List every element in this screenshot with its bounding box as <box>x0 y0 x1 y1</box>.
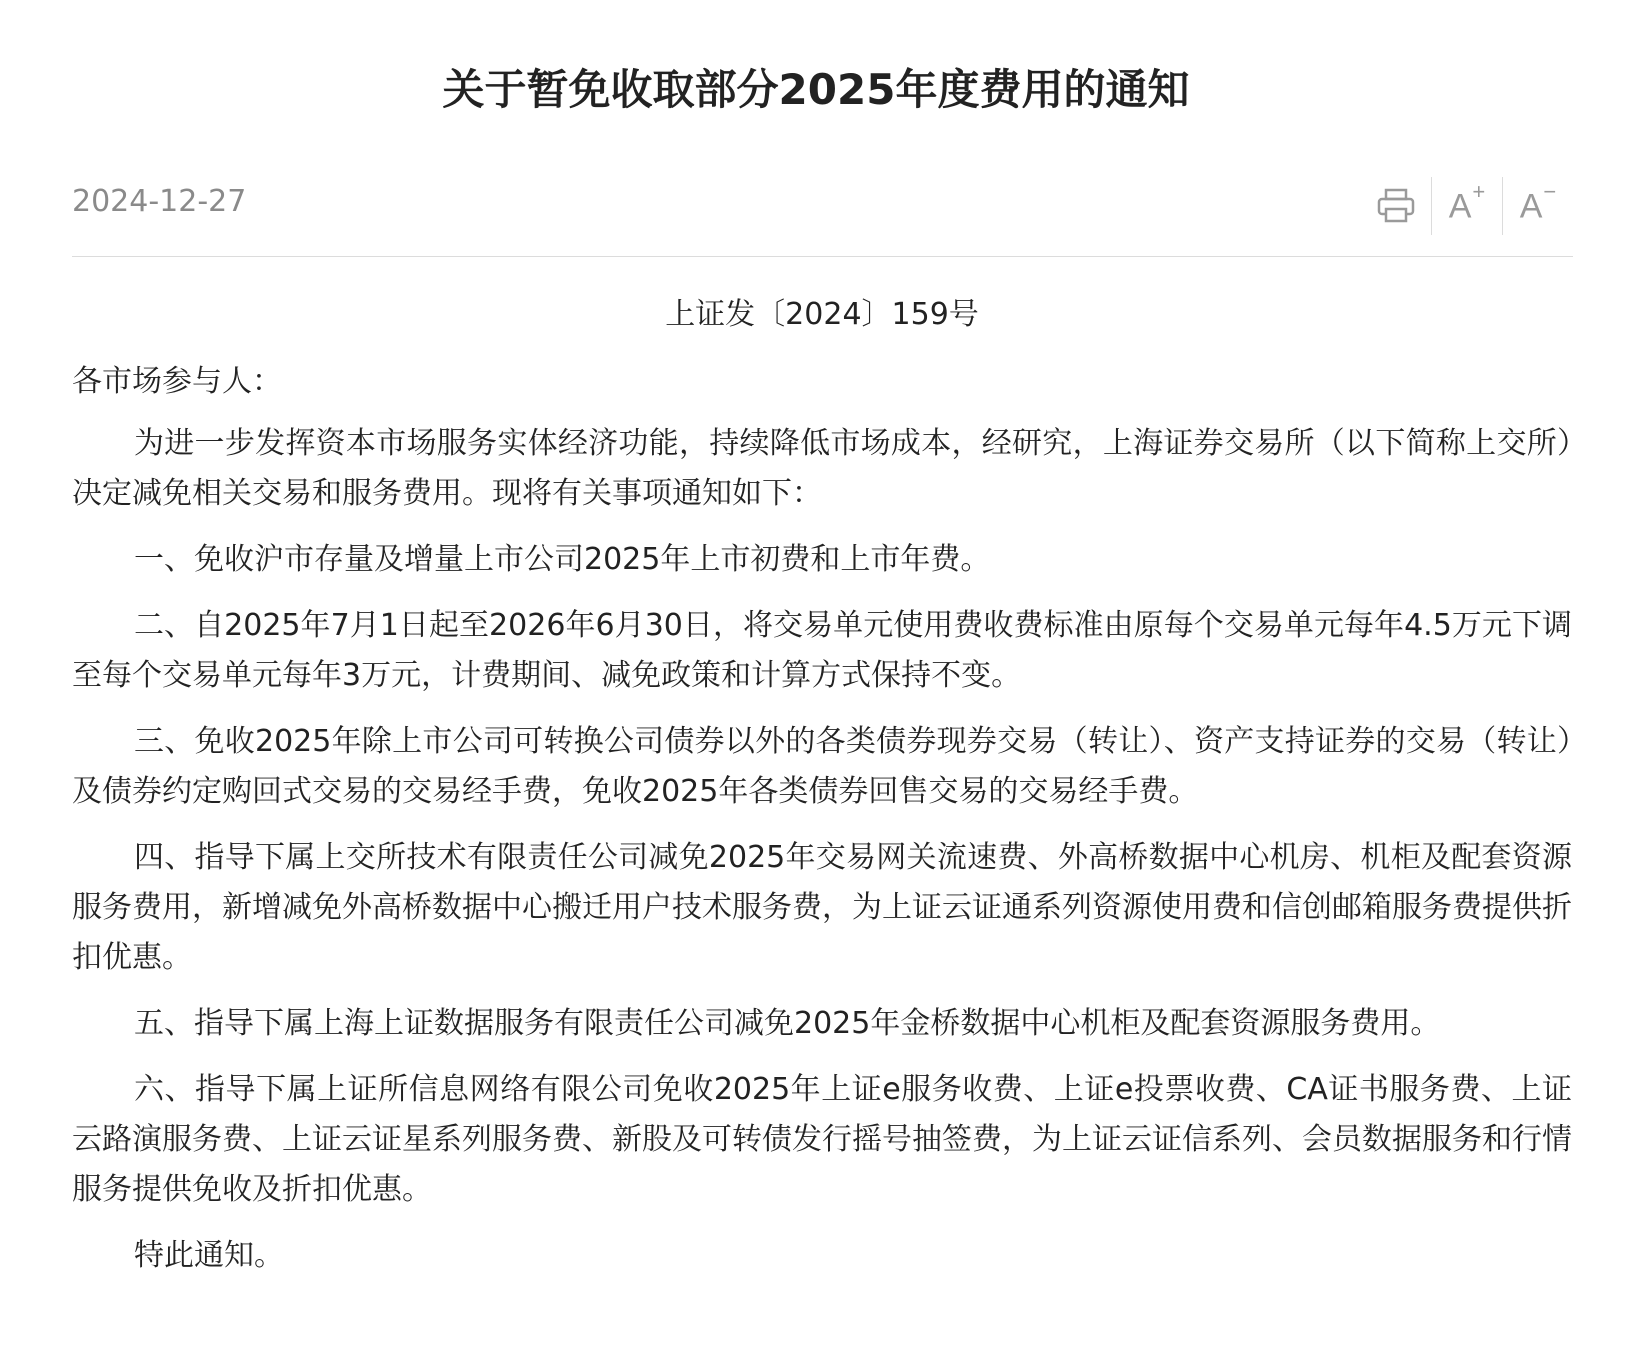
paragraph-intro: 为进一步发挥资本市场服务实体经济功能，持续降低市场成本，经研究，上海证券交易所（以下简称上交所）决定减免相关交易和服务费用。现将有关事项通知如下： <box>72 426 1572 511</box>
print-button[interactable] <box>1361 176 1431 236</box>
paragraph-item-2: 二、自2025年7月1日起至2026年6月30日，将交易单元使用费收费标准由原每个交易单元每年4.5万元下调至每个交易单元每年3万元，计费期间、减免政策和计算方式保持不变。 <box>72 608 1572 693</box>
document-body <box>72 285 1572 1297</box>
paragraph-item-1: 一、免收沪市存量及增量上市公司2025年上市初费和上市年费。 <box>134 542 991 577</box>
paragraph-item-3: 三、免收2025年除上市公司可转换公司债券以外的各类债券现券交易（转让）、资产支持证券的交易（转让）及债券约定购回式交易的交易经手费，免收2025年各类债券回售交易的交易经手费。 <box>72 724 1572 809</box>
print-icon <box>1377 188 1415 224</box>
paragraph-item-6: 六、指导下属上证所信息网络有限公司免收2025年上证e服务收费、上证e投票收费、CA证书服务费、上证云路演服务费、上证云证星系列服务费、新股及可转债发行摇号抽签费，为上证云证信系列、会员数据服务和行情服务提供免收及折扣优惠。 <box>72 1072 1572 1207</box>
paragraph-item-5: 五、指导下属上海上证数据服务有限责任公司减免2025年金桥数据中心机柜及配套资源服务费用。 <box>134 1006 1441 1041</box>
increase-font-button[interactable] <box>1432 176 1502 236</box>
paragraph-closing: 特此通知。 <box>134 1238 284 1273</box>
document-number: 上证发〔2024〕159号 <box>665 297 979 332</box>
increase-font-icon: A+ <box>1448 179 1486 226</box>
decrease-font-icon: A− <box>1519 179 1557 226</box>
publish-date: 2024-12-27 <box>72 184 247 219</box>
paragraph-item-4: 四、指导下属上交所技术有限责任公司减免2025年交易网关流速费、外高桥数据中心机房、机柜及配套资源服务费用，新增减免外高桥数据中心搬迁用户技术服务费，为上证云证通系列资源使用费和信创邮箱服务费提供折扣优惠。 <box>72 840 1572 975</box>
decrease-font-button[interactable] <box>1503 176 1573 236</box>
toolbar <box>1361 176 1573 236</box>
page-title: 关于暂免收取部分2025年度费用的通知 <box>442 65 1190 114</box>
salutation: 各市场参与人： <box>72 364 282 399</box>
meta-bar <box>72 176 1573 257</box>
